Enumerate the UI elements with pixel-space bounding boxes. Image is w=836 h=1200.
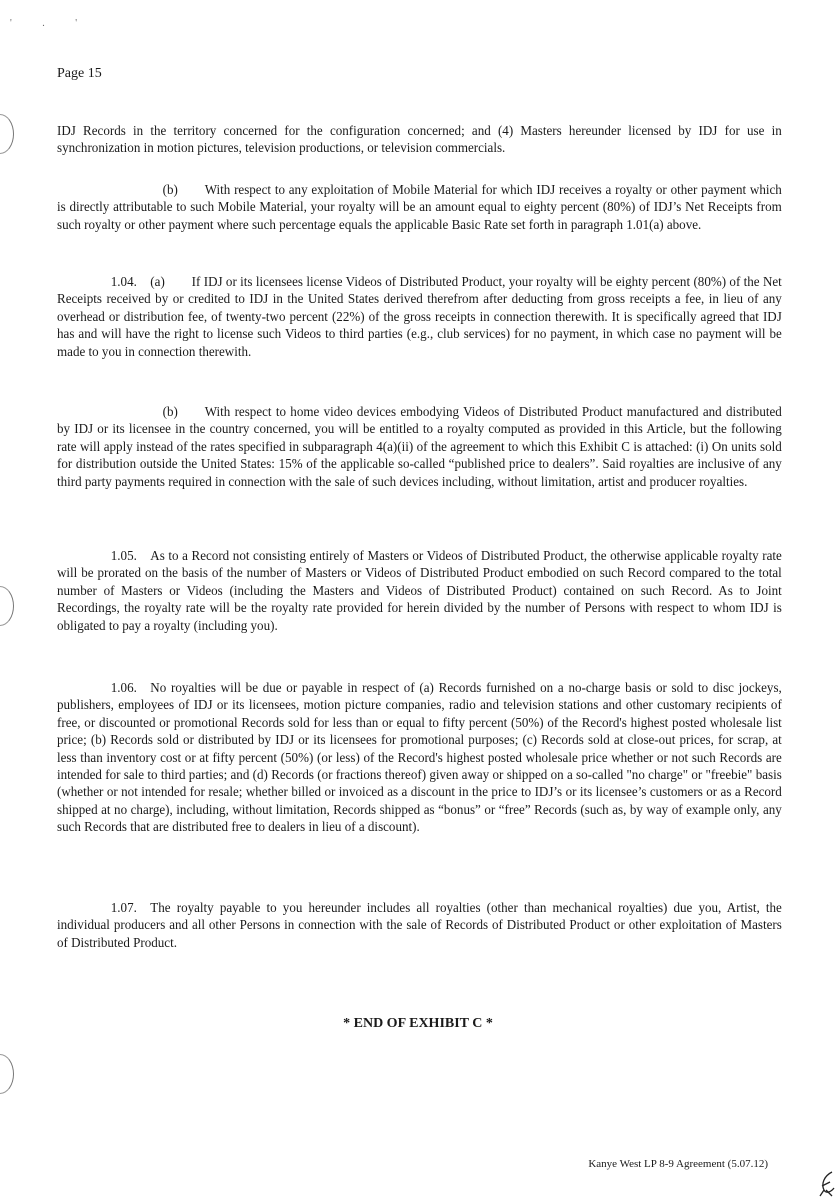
section-number: 1.04.: [110, 274, 137, 289]
document-body: [57, 122, 782, 157]
paragraph-1-04-b: [57, 403, 782, 490]
paragraph-label: (a): [150, 274, 165, 289]
paragraph-1-04-a: [57, 273, 782, 360]
footer-document-id: Kanye West LP 8-9 Agreement (5.07.12): [588, 1158, 768, 1170]
paragraph-1-05: [57, 547, 782, 634]
paragraph-label: (b): [162, 404, 178, 419]
punch-hole-mark: [0, 114, 14, 154]
document-body: [57, 273, 782, 360]
document-body: [57, 403, 782, 490]
document-body: [57, 181, 782, 233]
document-body: [57, 547, 782, 634]
section-number: 1.05.: [110, 548, 137, 563]
scan-marks: ' . ': [10, 18, 92, 29]
paragraph-text: If IDJ or its licensees license Videos of Distributed Product, your royalty will be eighty percent (80%) of the Net Receipts received by or credited to IDJ in the United States derived therefrom after deducting from gross receipts a fee, in lieu of any overhead or distribution fee, of twenty-two percent (22%) of the gross receipts in connection therewith. It is specifically agreed that IDJ has and will have the right to license such Videos to third parties (e.g., club services) for no payment, in which case no payment will be made to you in connection therewith.: [57, 274, 782, 359]
page-number: Page 15: [57, 66, 102, 81]
paragraph-1-06: [57, 679, 782, 836]
punch-hole-mark: [0, 1054, 14, 1094]
section-number: 1.07.: [110, 900, 137, 915]
paragraph-1-07: [57, 899, 782, 951]
end-of-exhibit-marker: * END OF EXHIBIT C *: [343, 1016, 493, 1031]
punch-hole-mark: [0, 586, 14, 626]
section-number: 1.06.: [110, 680, 137, 695]
paragraph-text: With respect to any exploitation of Mobile Material for which IDJ receives a royalty or other payment which is directly attributable to such Mobile Material, your royalty will be an amount equal to eighty percent (80%) of IDJ’s Net Receipts from such royalty or other payment where such percentage equals the applicable Basic Rate set forth in paragraph 1.01(a) above.: [57, 182, 782, 232]
document-body: [57, 899, 782, 951]
paragraph-text: The royalty payable to you hereunder includes all royalties (other than mechanical royalties) due you, Artist, the individual producers and all other Persons in connection with the sale of Records of Distributed Product or other exploitation of Masters of Distributed Product.: [57, 900, 782, 950]
paragraph-text: As to a Record not consisting entirely of Masters or Videos of Distributed Product, the otherwise applicable royalty rate will be prorated on the basis of the number of Masters or Videos of Distributed Product embodied on such Record compared to the total number of Masters or Videos (including the Masters and Videos of Distributed Product) contained on such Record. As to Joint Recordings, the royalty rate will be the royalty rate provided for herein divided by the number of Persons with respect to whom IDJ is obligated to pay a royalty (including you).: [57, 548, 782, 633]
paragraph-text: No royalties will be due or payable in respect of (a) Records furnished on a no-charge basis or sold to disc jockeys, publishers, employees of IDJ or its licensees, motion picture companies, radio and television stations and other customary recipients of free, or discounted or promotional Records sold for less than or equal to fifty percent (50%) of the Record's highest posted wholesale list price; (b) Records sold or distributed by IDJ or its licensees for promotional purposes; (c) Records sold at close-out prices, for scrap, at less than inventory cost or at fifty percent (50%) (or less) of the Record's highest posted wholesale price whether or not such Records are intended for sale to third parties; and (d) Records (or fractions thereof) given away or shipped on a so-called "no charge" or "freebie" basis (whether or not intended for resale; whether billed or invoiced as a discount in the price to IDJ’s or its licensee’s customers or as a Record shipped at no charge), including, without limitation, Records shipped as “bonus” or “free” Records (such as, by way of example only, any such Records that are distributed free to dealers in lieu of a discount).: [57, 680, 782, 835]
paragraph-continuation: IDJ Records in the territory concerned for the configuration concerned; and (4) Masters hereunder licensed by IDJ for use in synchronization in motion pictures, television productions, or television commercials.: [57, 123, 782, 156]
initials-signature-icon: [818, 1168, 836, 1198]
paragraph-text: With respect to home video devices embodying Videos of Distributed Product manufactured and distributed by IDJ or its licensee in the country concerned, you will be entitled to a royalty computed as provided in this Article, but the following rate will apply instead of the rates specified in subparagraph 4(a)(ii) of the agreement to which this Exhibit C is attached: (i) On units sold for distribution outside the United States: 15% of the applicable so-called “published price to dealers”. Said royalties are inclusive of any third party payments required in connection with the sale of such devices including, without limitation, artist and producer royalties.: [57, 404, 782, 489]
paragraph-1-03-b: [57, 181, 782, 233]
document-body: [57, 679, 782, 836]
paragraph-label: (b): [162, 182, 178, 197]
